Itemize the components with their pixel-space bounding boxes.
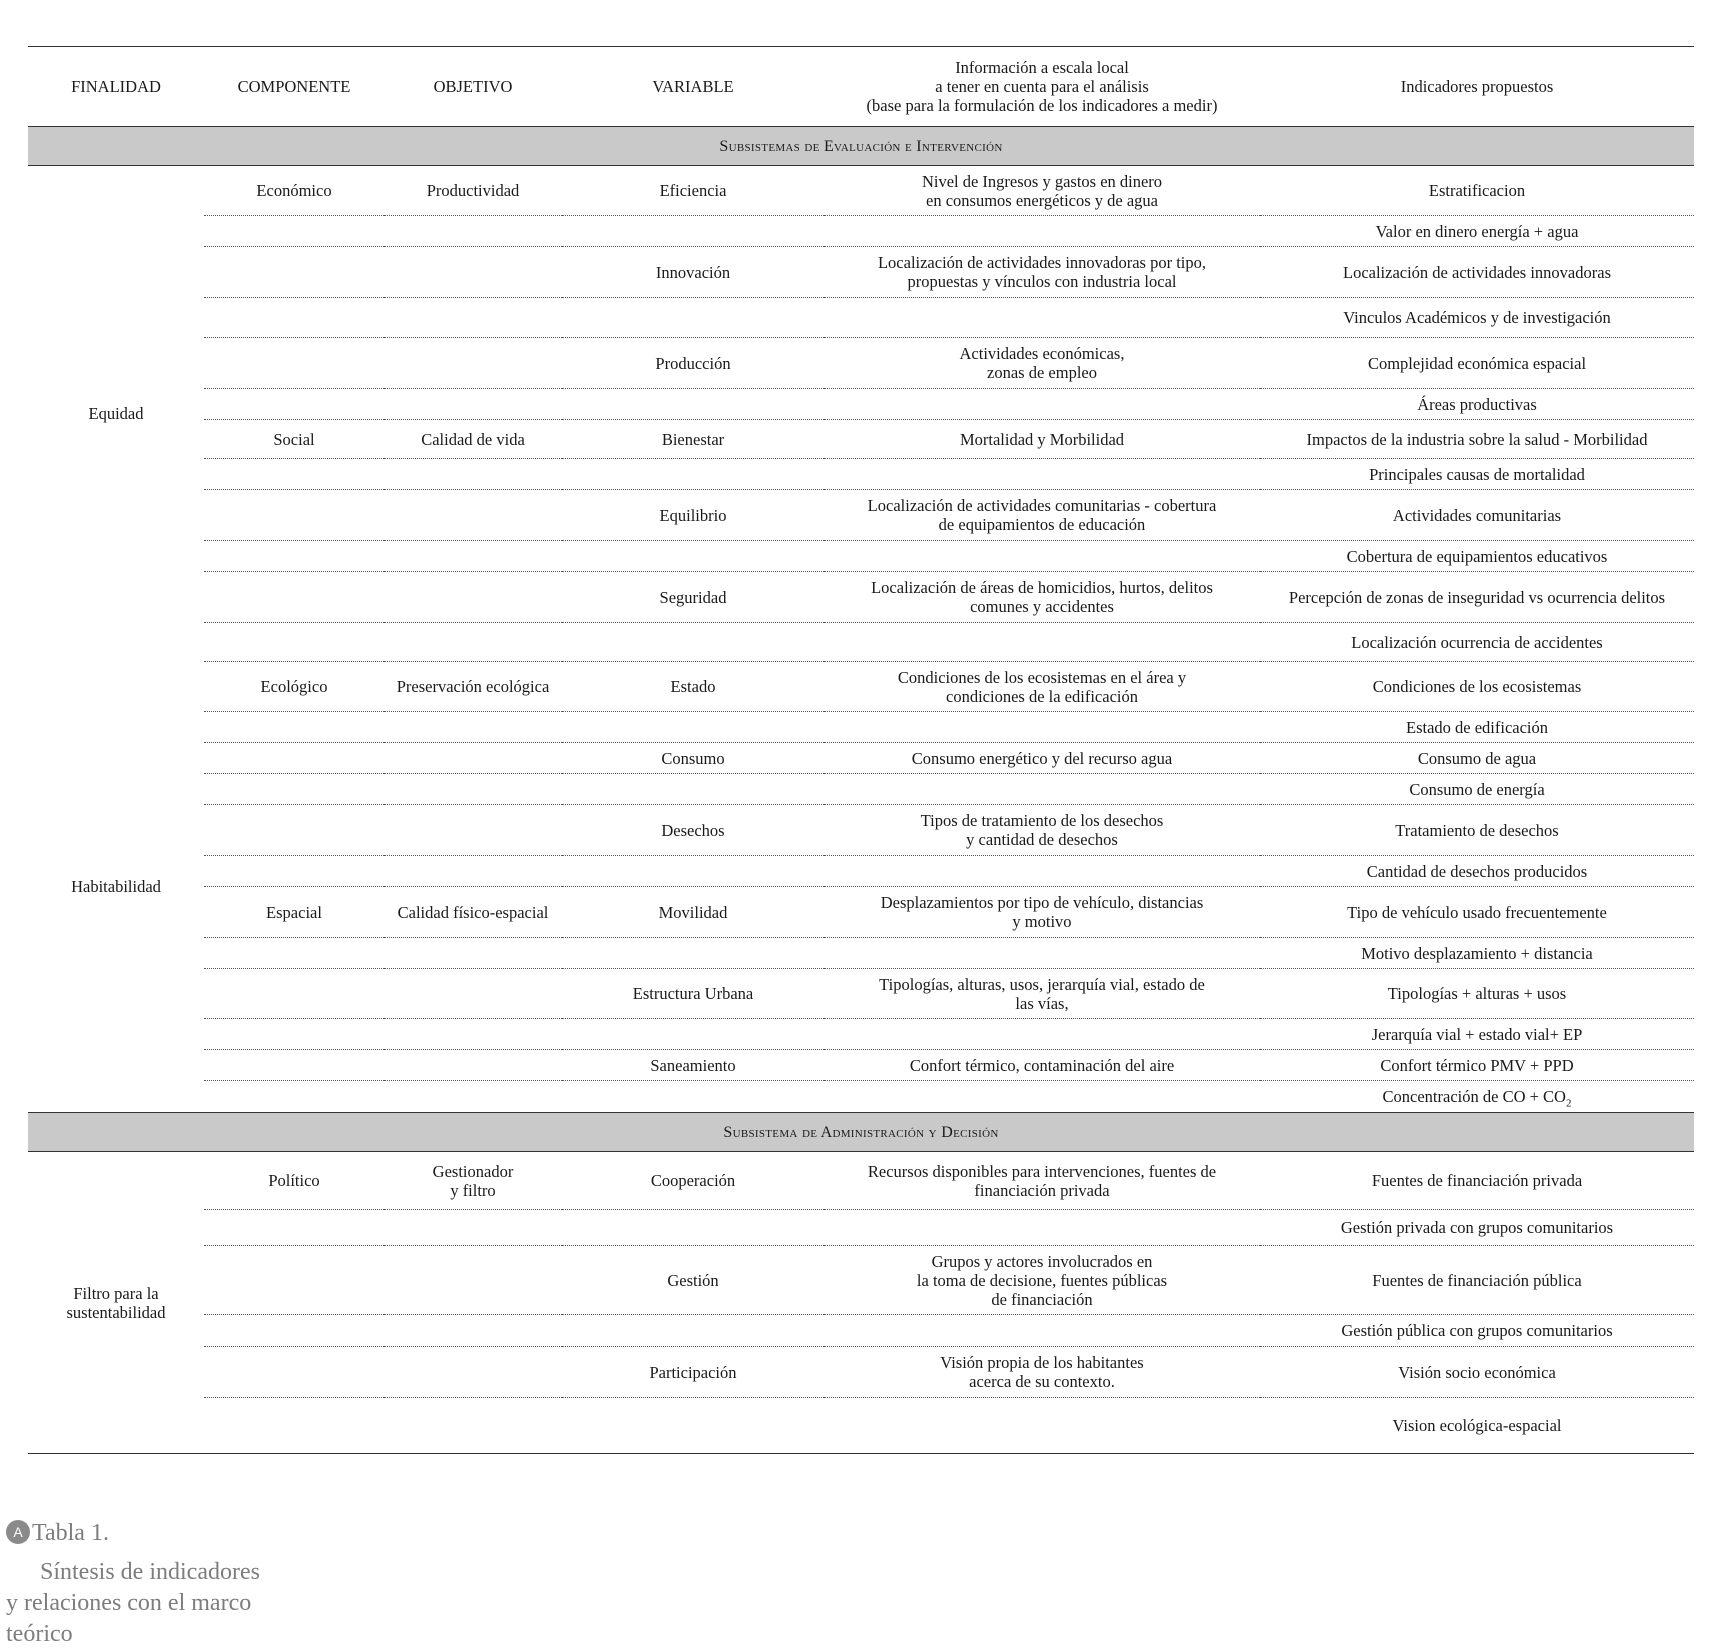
indicator-cell: Condiciones de los ecosistemas [1260, 662, 1694, 712]
section-row [28, 127, 1694, 166]
table-row [28, 969, 1694, 1019]
indicators-table [28, 46, 1694, 1454]
table-row [28, 856, 1694, 887]
group-habitabilidad: Habitabilidad [28, 662, 204, 1113]
info-cell: Actividades económicas, zonas de empleo [824, 338, 1260, 389]
table-row [28, 541, 1694, 572]
component-cell: Social [204, 420, 384, 459]
table-row [28, 247, 1694, 298]
table-row [28, 298, 1694, 338]
header-variable: VARIABLE [562, 47, 824, 127]
variable-cell: Producción [562, 338, 824, 389]
variable-cell: Seguridad [562, 572, 824, 623]
component-cell: Espacial [204, 887, 384, 938]
variable-cell: Innovación [562, 247, 824, 298]
variable-cell: Desechos [562, 805, 824, 856]
section-title-administracion: Subsistema de Administración y Decisión [28, 1113, 1694, 1152]
indicator-text: Concentración de CO + CO [1382, 1087, 1566, 1106]
indicator-cell: Cantidad de desechos producidos [1260, 856, 1694, 887]
indicator-cell: Complejidad económica espacial [1260, 338, 1694, 389]
info-cell: Localización de actividades innovadoras por tipo, propuestas y vínculos con industria local [824, 247, 1260, 298]
info-cell: Consumo energético y del recurso agua [824, 743, 1260, 774]
table-row [28, 1246, 1694, 1315]
variable-cell: Estado [562, 662, 824, 712]
variable-cell: Consumo [562, 743, 824, 774]
table-row [28, 662, 1694, 712]
indicator-cell: Consumo de energía [1260, 774, 1694, 805]
info-cell: Localización de actividades comunitarias - cobertura de equipamientos de educación [824, 490, 1260, 541]
info-cell: Tipos de tratamiento de los desechos y cantidad de desechos [824, 805, 1260, 856]
header-finalidad: FINALIDAD [28, 47, 204, 127]
variable-cell: Saneamiento [562, 1050, 824, 1081]
indicator-cell: Tipo de vehículo usado frecuentemente [1260, 887, 1694, 938]
subscript: 2 [1565, 1097, 1572, 1110]
info-cell: Recursos disponibles para intervenciones, fuentes de financiación privada [824, 1152, 1260, 1210]
table-row [28, 1210, 1694, 1246]
indicators-table-container [28, 46, 1694, 1454]
table-row [28, 805, 1694, 856]
info-cell: Grupos y actores involucrados en la toma de decisione, fuentes públicas de financiación [824, 1246, 1260, 1315]
info-cell: Confort térmico, contaminación del aire [824, 1050, 1260, 1081]
table-row [28, 743, 1694, 774]
indicator-cell: Estratificacion [1260, 166, 1694, 216]
table-row [28, 338, 1694, 389]
table-row [28, 459, 1694, 490]
section-row [28, 1113, 1694, 1152]
indicator-cell: Tratamiento de desechos [1260, 805, 1694, 856]
table-row [28, 1081, 1694, 1113]
indicator-cell: Confort térmico PMV + PPD [1260, 1050, 1694, 1081]
indicator-cell: Tipologías + alturas + usos [1260, 969, 1694, 1019]
table-row [28, 774, 1694, 805]
table-row [28, 887, 1694, 938]
indicator-cell: Valor en dinero energía + agua [1260, 216, 1694, 247]
caption-badge: A [6, 1520, 30, 1544]
indicator-cell: Gestión pública con grupos comunitarios [1260, 1315, 1694, 1347]
indicator-cell: Localización de actividades innovadoras [1260, 247, 1694, 298]
header-indicadores: Indicadores propuestos [1260, 47, 1694, 127]
table-row [28, 938, 1694, 969]
table-row [28, 1019, 1694, 1050]
table-row [28, 572, 1694, 623]
caption-label: Tabla 1. [32, 1520, 109, 1546]
info-cell: Mortalidad y Morbilidad [824, 420, 1260, 459]
header-objetivo: OBJETIVO [384, 47, 562, 127]
table-caption [6, 1518, 306, 1650]
variable-cell: Estructura Urbana [562, 969, 824, 1019]
group-equidad: Equidad [88, 404, 144, 424]
variable-cell: Participación [562, 1347, 824, 1398]
caption-desc-line2: y relaciones con el marco [6, 1590, 252, 1616]
indicator-cell: Áreas productivas [1260, 389, 1694, 420]
indicator-cell: Jerarquía vial + estado vial+ EP [1260, 1019, 1694, 1050]
section-title-evaluacion: Subsistemas de Evaluación e Intervención [28, 127, 1694, 166]
info-cell: Desplazamientos por tipo de vehículo, distancias y motivo [824, 887, 1260, 938]
indicator-cell: Principales causas de mortalidad [1260, 459, 1694, 490]
indicator-cell: Vinculos Académicos y de investigación [1260, 298, 1694, 338]
variable-cell: Eficiencia [562, 166, 824, 216]
indicator-cell: Cobertura de equipamientos educativos [1260, 541, 1694, 572]
indicator-cell: Fuentes de financiación pública [1260, 1246, 1694, 1315]
caption-desc-line1: Síntesis de indicadores [40, 1559, 260, 1585]
table-row [28, 420, 1694, 459]
info-cell: Localización de áreas de homicidios, hurtos, delitos comunes y accidentes [824, 572, 1260, 623]
caption-title [6, 1518, 306, 1549]
variable-cell: Bienestar [562, 420, 824, 459]
header-info: Información a escala local a tener en cuenta para el análisis (base para la formulación de los indicadores a medir) [824, 47, 1260, 127]
variable-cell: Movilidad [562, 887, 824, 938]
indicator-cell: Motivo desplazamiento + distancia [1260, 938, 1694, 969]
table-row [28, 1152, 1694, 1210]
objective-cell: Gestionador y filtro [384, 1152, 562, 1210]
indicator-cell: Consumo de agua [1260, 743, 1694, 774]
variable-cell: Gestión [562, 1246, 824, 1315]
header-componente: COMPONENTE [204, 47, 384, 127]
objective-cell: Calidad físico-espacial [384, 887, 562, 938]
table-row [28, 1315, 1694, 1347]
objective-cell: Preservación ecológica [384, 662, 562, 712]
info-cell: Condiciones de los ecosistemas en el área y condiciones de la edificación [824, 662, 1260, 712]
table-row [28, 166, 1694, 216]
caption-desc-line3: teórico [6, 1621, 73, 1647]
indicator-cell: Vision ecológica-espacial [1260, 1398, 1694, 1454]
component-cell: Político [204, 1152, 384, 1210]
table-header-row [28, 47, 1694, 127]
table-row [28, 490, 1694, 541]
objective-cell: Productividad [384, 166, 562, 216]
info-cell: Nivel de Ingresos y gastos en dinero en consumos energéticos y de agua [824, 166, 1260, 216]
indicator-cell: Impactos de la industria sobre la salud - Morbilidad [1260, 420, 1694, 459]
table-row [28, 216, 1694, 247]
objective-cell: Calidad de vida [384, 420, 562, 459]
variable-cell: Cooperación [562, 1152, 824, 1210]
info-cell: Tipologías, alturas, usos, jerarquía vial, estado de las vías, [824, 969, 1260, 1019]
indicator-cell: Percepción de zonas de inseguridad vs ocurrencia delitos [1260, 572, 1694, 623]
indicator-cell [1260, 1081, 1694, 1113]
component-cell: Ecológico [204, 662, 384, 712]
table-row [28, 1050, 1694, 1081]
indicator-cell: Actividades comunitarias [1260, 490, 1694, 541]
indicator-cell: Fuentes de financiación privada [1260, 1152, 1694, 1210]
indicator-cell: Estado de edificación [1260, 712, 1694, 743]
info-cell: Visión propia de los habitantes acerca de su contexto. [824, 1347, 1260, 1398]
table-row [28, 1347, 1694, 1398]
indicator-cell: Gestión privada con grupos comunitarios [1260, 1210, 1694, 1246]
table-row [28, 1398, 1694, 1454]
group-filtro: Filtro para la sustentabilidad [28, 1152, 204, 1454]
indicator-cell: Localización ocurrencia de accidentes [1260, 623, 1694, 662]
indicator-cell: Visión socio económica [1260, 1347, 1694, 1398]
table-row [28, 389, 1694, 420]
variable-cell: Equilibrio [562, 490, 824, 541]
component-cell: Económico [204, 166, 384, 216]
table-row [28, 712, 1694, 743]
table-row [28, 623, 1694, 662]
